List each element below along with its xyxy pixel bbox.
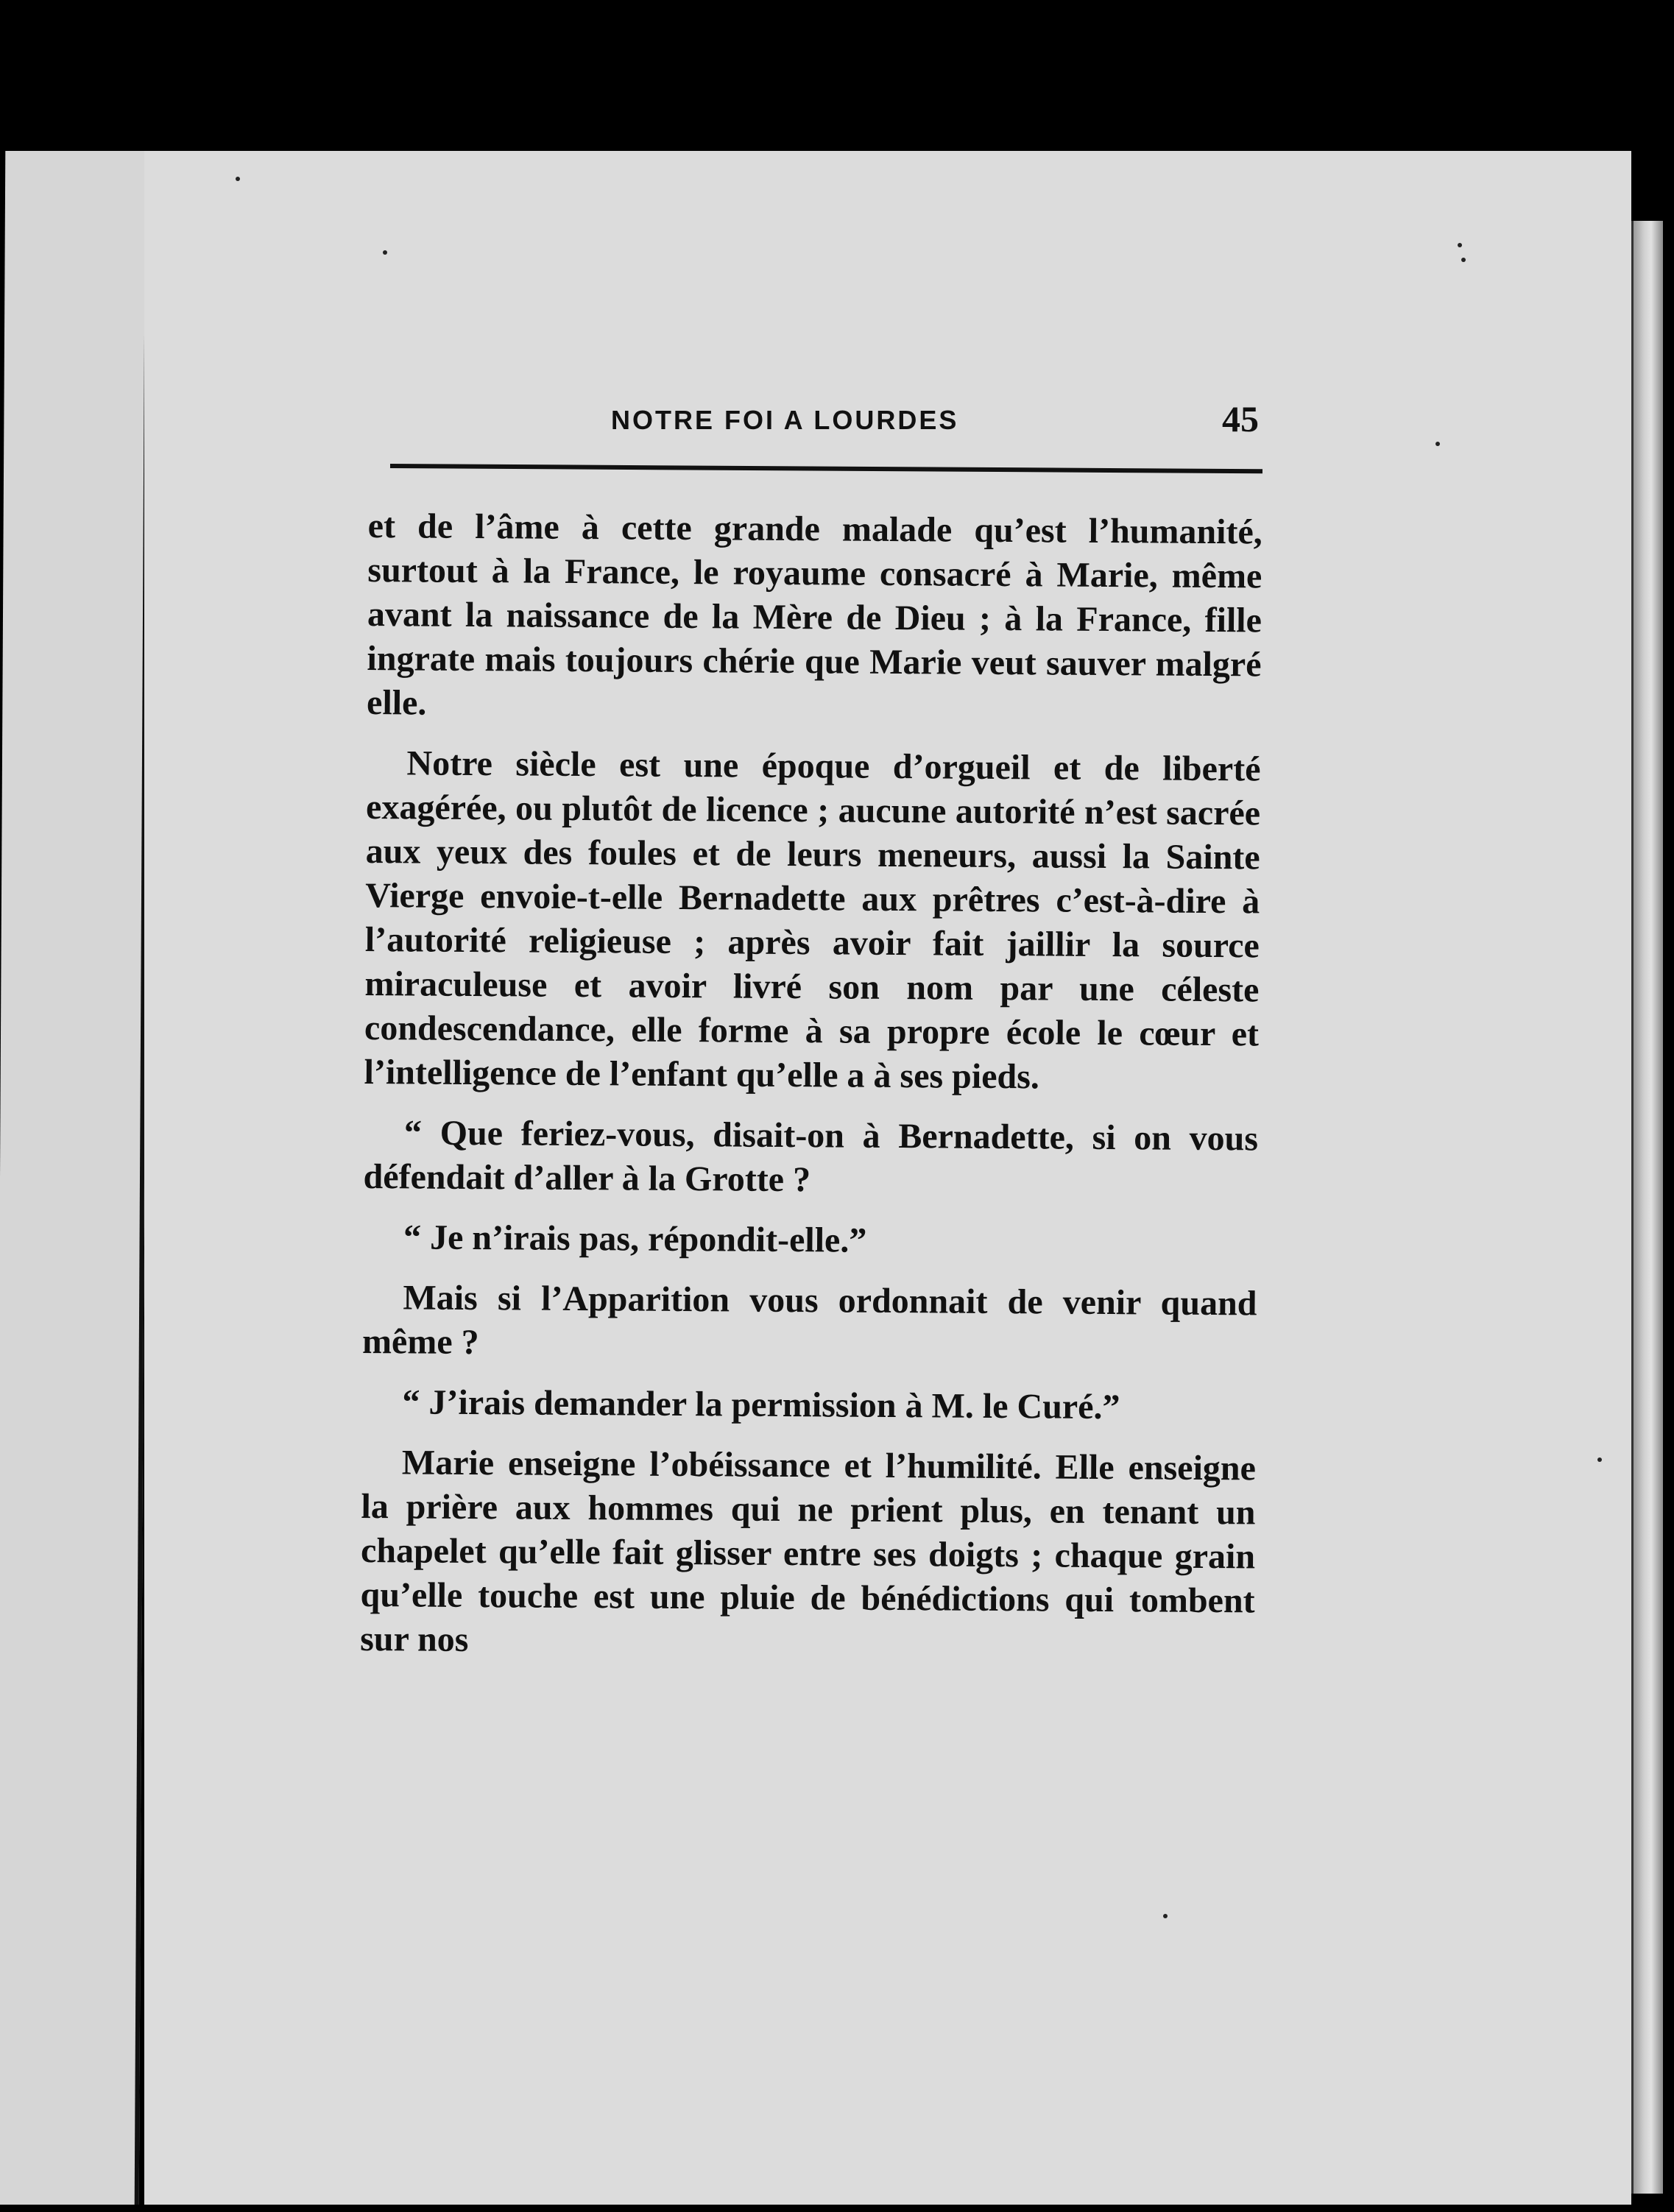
scan-speck bbox=[1597, 1457, 1602, 1462]
scan-speck bbox=[1163, 1914, 1168, 1918]
running-title: NOTRE FOI A LOURDES bbox=[611, 405, 959, 435]
paragraph-6: “ J’irais demander la permission à M. le Curé.” bbox=[402, 1382, 1120, 1427]
paragraph-1: et de l’âme à cette grande malade qu’est l’humanité, surtout à la France, le royaume consacré à Marie, même avant la naissance de la Mère de Dieu ; à la France, fille ingrate mais toujours chérie que Marie veut sauver malgré elle. bbox=[366, 506, 1262, 723]
paragraph-7: Marie enseigne l’obéissance et l’humilité. Elle enseigne la prière aux hommes qui ne prient plus, en tenant un chapelet qu’elle fait glisser entre ses doigts ; chaque grain qu’elle touche est une pluie de bénédictions qui tombent sur nos bbox=[360, 1443, 1257, 1659]
scan-speck bbox=[236, 177, 240, 181]
scan-speck bbox=[1461, 258, 1466, 262]
scan-speck bbox=[1435, 442, 1440, 446]
paragraph-4: “ Je n’irais pas, répondit-elle.” bbox=[403, 1218, 867, 1260]
page-number: 45 bbox=[1222, 398, 1259, 439]
page-header bbox=[390, 397, 1266, 456]
paragraph-5: Mais si l’Apparition vous ordonnait de venir quand même ? bbox=[361, 1278, 1257, 1363]
paragraph-2: Notre siècle est une époque d’orgueil et de liberté exagérée, ou plutôt de licence ; aucune autorité n’est sacrée aux yeux des foules et de leurs meneurs, aussi la Sainte Vierge envoie-t-elle Bernadette aux prêtres c’est-à-dire à l’autorité religieuse ; après avoir fait jaillir la source miraculeuse et avoir livré son nom par une céleste condescendance, elle forme à sa propre école le cœur et l’intelligence de l’enfant qu’elle a à ses pieds. bbox=[364, 743, 1261, 1097]
page-stack-edge bbox=[1631, 221, 1663, 2194]
facing-page-edge bbox=[0, 151, 149, 2205]
scan-speck bbox=[1458, 243, 1462, 247]
paragraph-3: “ Que feriez-vous, disait-on à Bernadette, si on vous défendait d’aller à la Grotte ? bbox=[363, 1113, 1259, 1200]
body-text bbox=[360, 504, 1262, 1683]
scan-speck bbox=[383, 250, 387, 255]
